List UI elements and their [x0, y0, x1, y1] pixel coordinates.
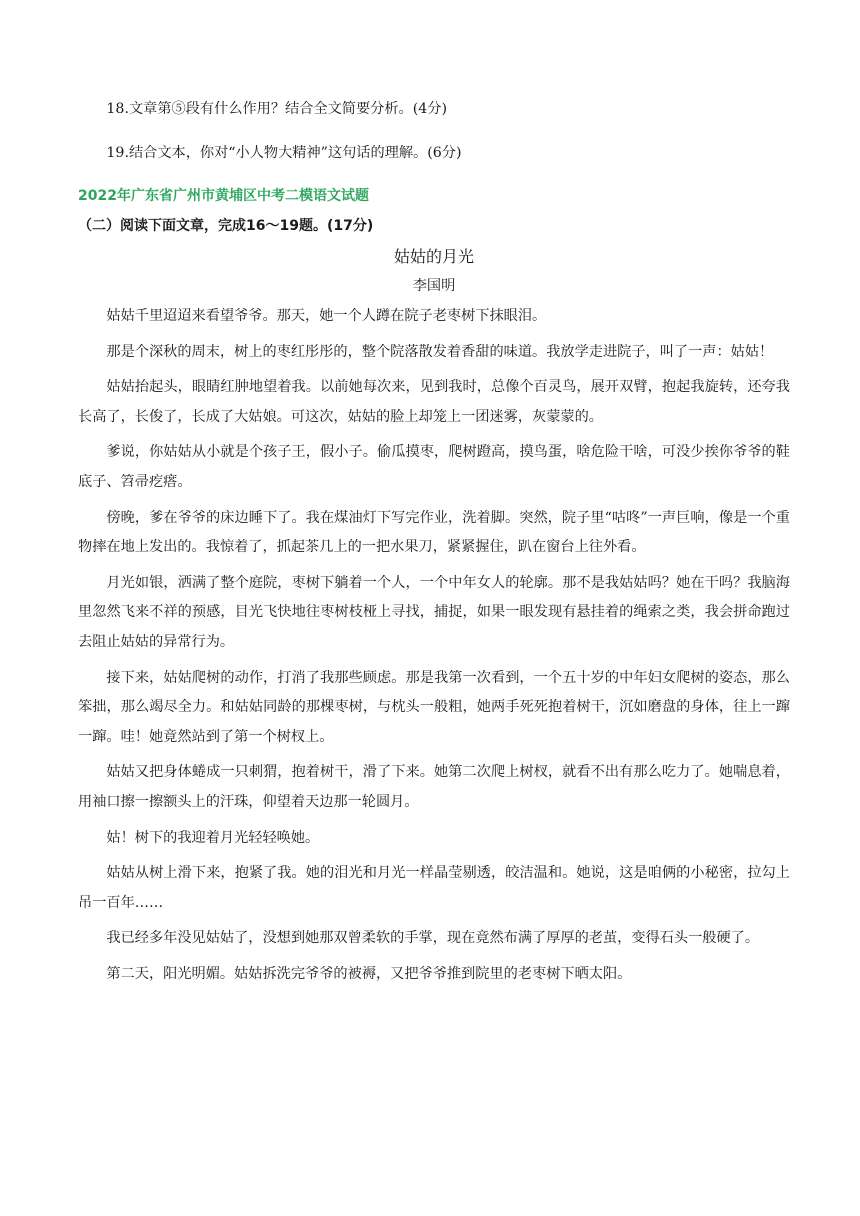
paragraph: 那是个深秋的周末，树上的枣红彤彤的，整个院落散发着香甜的味道。我放学走进院子，叫了一声：姑姑！: [106, 343, 774, 360]
paragraph: 我已经多年没见姑姑了，没想到她那双曾柔软的手掌，现在竟然布满了厚厚的老茧，变得石头一般硬了。: [106, 930, 760, 947]
section-heading: （二）阅读下面文章，完成16～19题。(17分): [78, 218, 374, 234]
paragraph: 姑！树下的我迎着月光轻轻唤她。: [106, 829, 320, 846]
paragraph: 傍晚，爹在爷爷的床边睡下了。我在煤油灯下写完作业，洗着脚。突然，院子里“咕咚”一声巨响，像是一个重物摔在地上发出的。我惊着了，抓起茶几上的一把水果刀，紧紧握住，趴在窗台上往外看。: [78, 509, 790, 556]
paragraph: 姑姑千里迢迢来看望爷爷。那天，她一个人蹲在院子老枣树下抹眼泪。: [106, 308, 547, 324]
paragraph: 第二天，阳光明媚。姑姑拆洗完爷爷的被褥，又把爷爷推到院里的老枣树下晒太阳。: [106, 965, 632, 982]
paragraph: 姑姑从树上滑下来，抱紧了我。她的泪光和月光一样晶莹剔透，皎洁温和。她说，这是咱俩的小秘密，拉勾上吊一百年……: [78, 865, 790, 911]
paragraph: 爹说，你姑姑从小就是个孩子王，假小子。偷瓜摸枣，爬树蹬高，摸鸟蛋，啥危险干啥，可没少挨你爷爷的鞋底子、笤帚疙瘩。: [78, 444, 790, 490]
paragraph: 月光如银，洒满了整个庭院，枣树下躺着一个人，一个中年女人的轮廓。那不是我姑姑吗？她在干吗？我脑海里忽然飞来不祥的预感，目光飞快地往枣树枝桠上寻找，捕捉，如果一眼发现有悬挂着的绳索之类，我会拼命跑过去阻止姑姑的异常行为。: [78, 574, 790, 650]
source-title: 2022年广东省广州市黄埔区中考二模语文试题: [78, 188, 369, 204]
article-author: 李国明: [412, 278, 456, 294]
document-page: [78, 96, 790, 995]
paragraph: 姑姑抬起头，眼睛红肿地望着我。以前她每次来，见到我时，总像个百灵鸟，展开双臂，抱起我旋转，还夸我长高了，长俊了，长成了大姑娘。可这次，姑姑的脸上却笼上一团迷雾，灰蒙蒙的。: [78, 379, 790, 425]
paragraph: 姑姑又把身体蜷成一只刺猬，抱着树干，滑了下来。她第二次爬上树杈，就看不出有那么吃力了。她喘息着，用袖口擦一擦额头上的汗珠，仰望着天边那一轮圆月。: [78, 764, 790, 810]
article-title: 姑姑的月光: [393, 247, 474, 266]
question-18: 18.文章第⑤段有什么作用？结合全文简要分析。(4分): [106, 101, 447, 117]
question-19: 19.结合文本，你对“小人物大精神”这句话的理解。(6分): [106, 145, 462, 161]
paragraph: 接下来，姑姑爬树的动作，打消了我那些顾虑。那是我第一次看到，一个五十岁的中年妇女爬树的姿态，那么笨拙，那么竭尽全力。和姑姑同龄的那棵枣树，与枕头一般粗，她两手死死抱着树干，沉如磨盘的身体，往上一蹿一蹿。哇！她竟然站到了第一个树杈上。: [78, 669, 790, 745]
